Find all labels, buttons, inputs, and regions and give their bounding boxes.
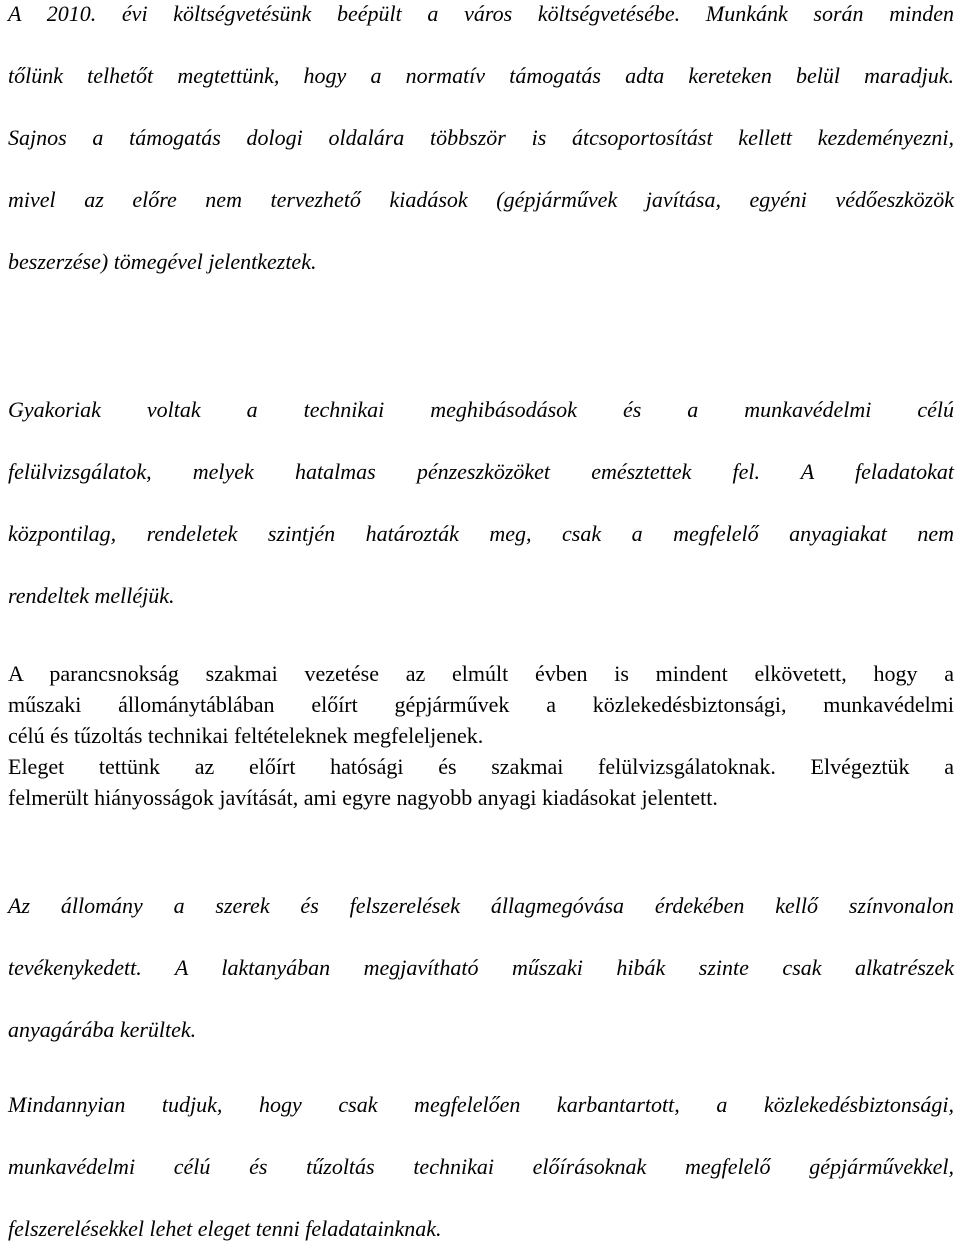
paragraph-2-line-1: Gyakoriak voltak a technikai meghibásodások és a munkavédelmi célú [8,397,954,422]
paragraph-1-line-4: mivel az előre nem tervezhető kiadások (gépjárművek javítása, egyéni védőeszközök [8,187,954,212]
paragraph-1-line-3: Sajnos a támogatás dologi oldalára többször is átcsoportosítást kellett kezdeményezni, [8,125,954,150]
paragraph-2-line-3: központilag, rendeletek szintjén határozták meg, csak a megfelelő anyagiakat nem [8,521,954,546]
paragraph-3-line-1: A parancsnokság szakmai vezetése az elmúlt évben is mindent elkövetett, hogy a [8,661,954,686]
paragraph-2-line-4: rendeltek melléjük. [8,583,175,608]
paragraph-5-line-1: Mindannyian tudjuk, hogy csak megfelelően karbantartott, a közlekedésbiztonsági, [8,1092,954,1117]
paragraph-3-line-3: célú és tűzoltás technikai feltételeknek megfeleljenek. [8,723,484,748]
paragraph-3-line-2: műszaki állománytáblában előírt gépjárművek a közlekedésbiztonsági, munkavédelmi [8,692,954,717]
paragraph-4-line-2: tevékenykedett. A laktanyában megjavítható műszaki hibák szinte csak alkatrészek [8,955,954,980]
paragraph-4-line-1: Az állomány a szerek és felszerelések állagmegóvása érdekében kellő színvonalon [8,893,954,918]
paragraph-3-line-5: felmerült hiányosságok javítását, ami egyre nagyobb anyagi kiadásokat jelentett. [8,785,718,810]
paragraph-2-line-2: felülvizsgálatok, melyek hatalmas pénzeszközöket emésztettek fel. A feladatokat [8,459,954,484]
paragraph-4-line-3: anyagárába kerültek. [8,1017,197,1042]
paragraph-3-line-4: Eleget tettünk az előírt hatósági és szakmai felülvizsgálatoknak. Elvégeztük a [8,754,954,779]
paragraph-1-line-2: tőlünk telhetőt megtettünk, hogy a normatív támogatás adta kereteken belül maradjuk. [8,63,954,88]
paragraph-5-line-3: felszerelésekkel lehet eleget tenni feladatainknak. [8,1216,442,1241]
paragraph-1-line-5: beszerzése) tömegével jelentkeztek. [8,249,317,274]
paragraph-5-line-2: munkavédelmi célú és tűzoltás technikai előírásoknak megfelelő gépjárművekkel, [8,1154,954,1179]
paragraph-1-line-1: A 2010. évi költségvetésünk beépült a város költségvetésébe. Munkánk során minden [8,1,954,26]
